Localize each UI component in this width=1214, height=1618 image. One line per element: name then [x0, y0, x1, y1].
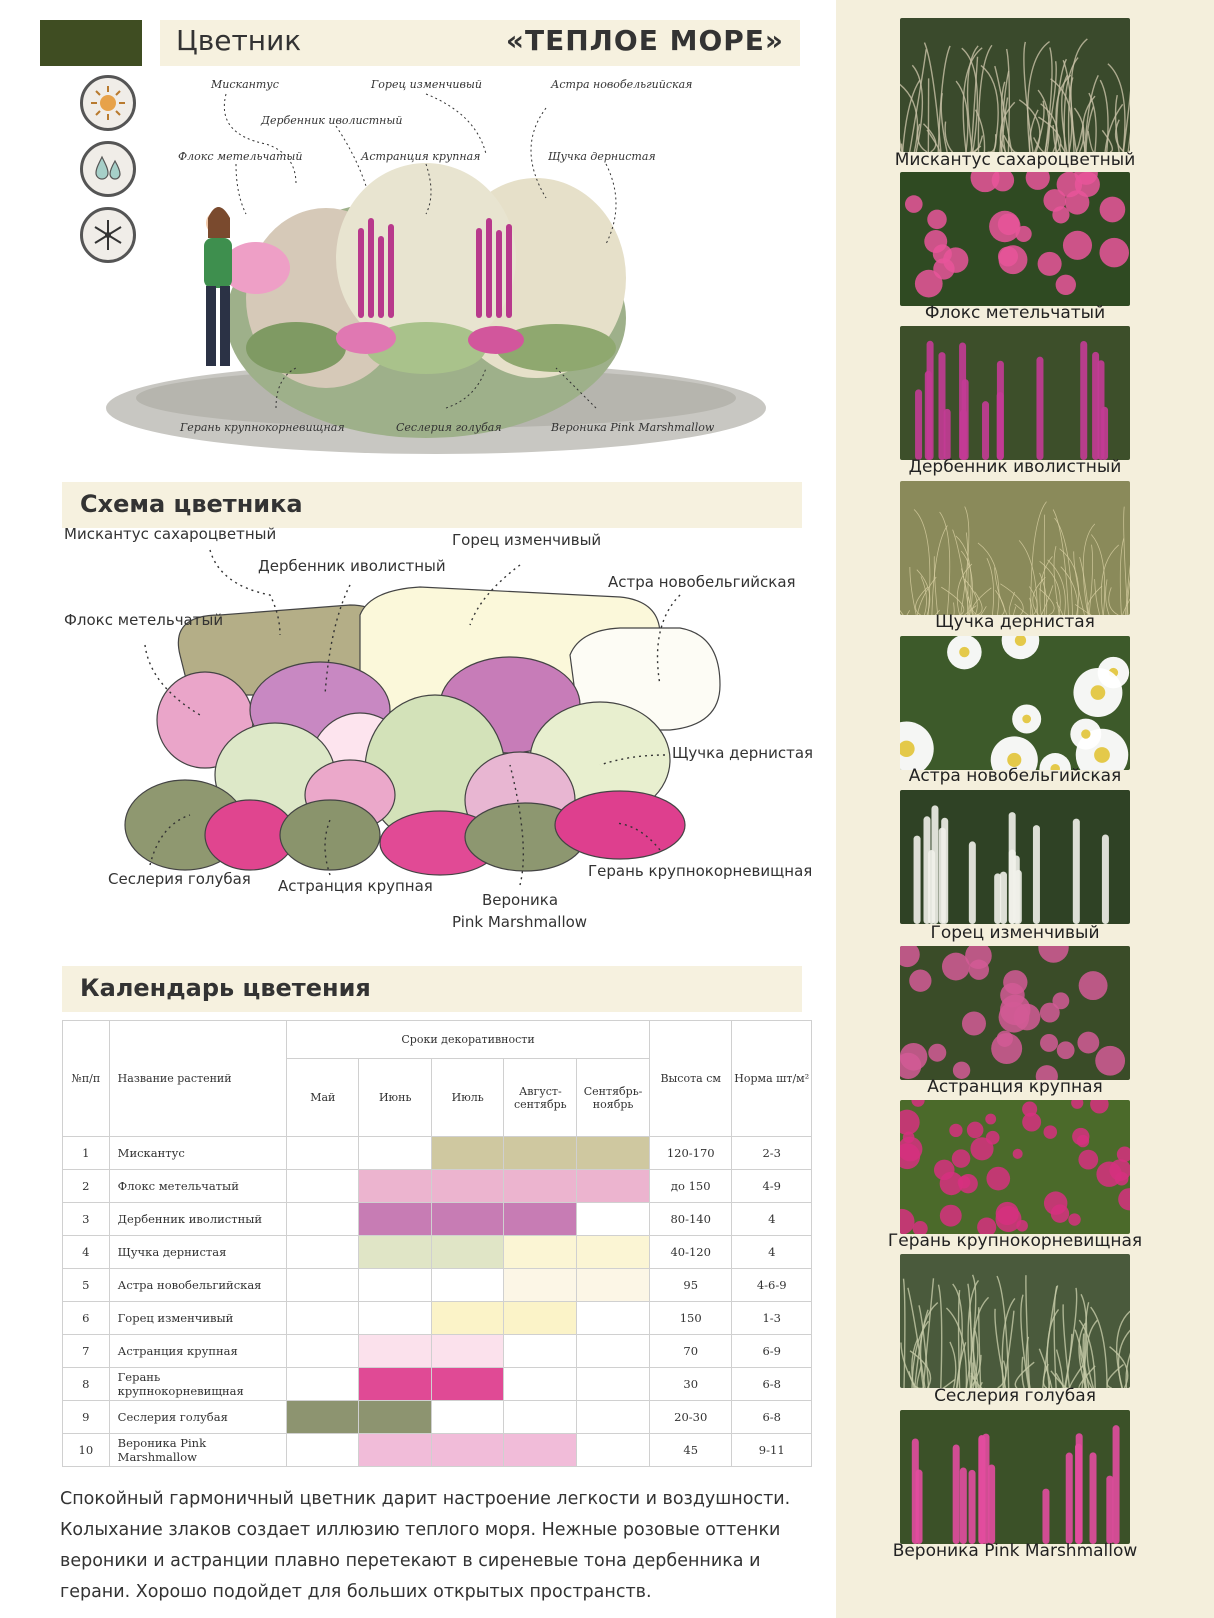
month-cell	[431, 1137, 503, 1170]
scheme-label-veronica: Вероника	[482, 891, 559, 909]
plant-height: 20-30	[649, 1401, 731, 1434]
month-cell	[431, 1302, 503, 1335]
scheme-label-astrantia: Астранция крупная	[278, 877, 433, 895]
month-cell	[577, 1137, 650, 1170]
month-cell	[287, 1434, 359, 1467]
table-row	[63, 1434, 812, 1467]
illus-label-sesleria: Сеслерия голубая	[396, 421, 502, 434]
month-cell	[577, 1434, 650, 1467]
table-row	[63, 1368, 812, 1401]
row-num: 4	[63, 1236, 110, 1269]
scheme-label-lythrum: Дербенник иволистный	[258, 557, 446, 575]
month-cell	[359, 1368, 431, 1401]
month-cell	[287, 1137, 359, 1170]
photo-caption: Астранция крупная	[927, 1077, 1103, 1097]
month-cell	[287, 1170, 359, 1203]
photo-caption: Горец изменчивый	[930, 923, 1100, 943]
month-cell	[504, 1269, 577, 1302]
photo-caption: Флокс метельчатый	[924, 303, 1106, 323]
illus-label-geranium: Герань крупнокорневищная	[180, 421, 345, 434]
photo-phlox	[900, 172, 1130, 306]
col-header-norm: Норма шт/м²	[732, 1021, 812, 1137]
row-num: 8	[63, 1368, 110, 1401]
month-cell	[359, 1401, 431, 1434]
table-row	[63, 1236, 812, 1269]
plant-height: 150	[649, 1302, 731, 1335]
row-num: 10	[63, 1434, 110, 1467]
plant-height: 70	[649, 1335, 731, 1368]
row-num: 7	[63, 1335, 110, 1368]
plant-norm: 2-3	[732, 1137, 812, 1170]
row-num: 2	[63, 1170, 110, 1203]
plant-name: Дербенник иволистный	[109, 1203, 286, 1236]
month-cell	[577, 1236, 650, 1269]
month-cell	[504, 1170, 577, 1203]
illus-label-lythrum: Дербенник иволистный	[261, 114, 403, 127]
row-num: 1	[63, 1137, 110, 1170]
month-cell	[431, 1170, 503, 1203]
month-cell	[287, 1368, 359, 1401]
illus-label-veronica: Вероника Pink Marshmallow	[551, 421, 715, 434]
photo-astrantia	[900, 946, 1130, 1080]
table-row	[63, 1203, 812, 1236]
garden-scheme	[60, 525, 820, 965]
plant-norm: 4	[732, 1203, 812, 1236]
month-cell	[431, 1401, 503, 1434]
plant-name: Герань крупнокорневищная	[109, 1368, 286, 1401]
month-cell	[577, 1368, 650, 1401]
month-cell	[359, 1170, 431, 1203]
col-header-num: №п/п	[63, 1021, 110, 1137]
month-cell	[431, 1335, 503, 1368]
month-cell	[504, 1401, 577, 1434]
table-row	[63, 1335, 812, 1368]
plant-norm: 6-8	[732, 1401, 812, 1434]
illus-label-aster: Астра новобельгийская	[551, 78, 693, 91]
row-num: 9	[63, 1401, 110, 1434]
plant-height: 45	[649, 1434, 731, 1467]
month-cell	[504, 1335, 577, 1368]
month-cell	[431, 1236, 503, 1269]
scheme-title: Схема цветника	[80, 490, 303, 518]
col-header-month: Июль	[431, 1059, 503, 1137]
month-cell	[359, 1236, 431, 1269]
month-cell	[287, 1203, 359, 1236]
month-cell	[431, 1368, 503, 1401]
plant-height: 80-140	[649, 1203, 731, 1236]
photo-sesleria	[900, 1254, 1130, 1388]
calendar-title: Календарь цветения	[80, 974, 371, 1002]
illus-label-deschampsia: Щучка дернистая	[548, 150, 656, 163]
photo-miscanthus	[900, 18, 1130, 152]
month-cell	[504, 1203, 577, 1236]
month-cell	[504, 1137, 577, 1170]
month-cell	[287, 1401, 359, 1434]
photo-caption: Герань крупнокорневищная	[887, 1231, 1143, 1251]
scheme-label-aster: Астра новобельгийская	[608, 573, 796, 591]
month-cell	[577, 1269, 650, 1302]
plant-name: Сеслерия голубая	[109, 1401, 286, 1434]
table-row	[63, 1269, 812, 1302]
plant-norm: 4-6-9	[732, 1269, 812, 1302]
plant-name: Вероника Pink Marshmallow	[109, 1434, 286, 1467]
plant-norm: 6-8	[732, 1368, 812, 1401]
bloom-calendar-table	[62, 1020, 812, 1467]
scheme-label-phlox: Флокс метельчатый	[64, 611, 224, 629]
photo-caption: Астра новобельгийская	[908, 766, 1122, 786]
scheme-label-miscanthus: Мискантус сахароцветный	[64, 525, 277, 543]
scheme-label-sesleria: Сеслерия голубая	[108, 870, 251, 888]
photo-veronica	[900, 1410, 1130, 1544]
garden-description: Спокойный гармоничный цветник дарит настроение легкости и воздушности. Колыхание злаков создает иллюзию теплого моря. Нежные розовые оттенки вероники и астранции плавно перетекают в сиреневые тона дербенника и герани. Хорошо подойдет для больших открытых пространств.	[60, 1489, 791, 1602]
month-cell	[431, 1269, 503, 1302]
month-cell	[287, 1236, 359, 1269]
plant-norm: 4	[732, 1236, 812, 1269]
table-row	[63, 1302, 812, 1335]
month-cell	[359, 1269, 431, 1302]
illus-label-phlox: Флокс метельчатый	[178, 150, 303, 163]
photo-aster	[900, 636, 1130, 770]
plant-name: Горец изменчивый	[109, 1302, 286, 1335]
plant-height: 120-170	[649, 1137, 731, 1170]
photo-caption: Мискантус сахароцветный	[894, 150, 1136, 170]
plant-height: до 150	[649, 1170, 731, 1203]
plant-norm: 9-11	[732, 1434, 812, 1467]
month-cell	[287, 1302, 359, 1335]
plant-name: Мискантус	[109, 1137, 286, 1170]
col-header-month: Июнь	[359, 1059, 431, 1137]
month-cell	[431, 1203, 503, 1236]
col-header-name: Название растений	[109, 1021, 286, 1137]
garden-illustration	[96, 78, 776, 468]
header-garden-name: «ТЕПЛОЕ МОРЕ»	[505, 24, 784, 57]
month-cell	[359, 1203, 431, 1236]
scheme-label-geranium: Герань крупнокорневищная	[588, 862, 813, 880]
plant-name: Флокс метельчатый	[109, 1170, 286, 1203]
col-header-month: Май	[287, 1059, 359, 1137]
photo-caption: Сеслерия голубая	[934, 1386, 1096, 1406]
month-cell	[504, 1302, 577, 1335]
table-row	[63, 1137, 812, 1170]
col-header-month: Сентябрь-ноябрь	[577, 1059, 650, 1137]
plant-height: 40-120	[649, 1236, 731, 1269]
month-cell	[359, 1434, 431, 1467]
table-row	[63, 1170, 812, 1203]
illus-label-astrantia: Астранция крупная	[361, 150, 481, 163]
month-cell	[504, 1368, 577, 1401]
photo-lythrum	[900, 326, 1130, 460]
month-cell	[359, 1302, 431, 1335]
header-prefix: Цветник	[176, 24, 302, 57]
plant-norm: 6-9	[732, 1335, 812, 1368]
header-accent-block	[40, 20, 142, 66]
photo-caption: Вероника Pink Marshmallow	[892, 1541, 1138, 1561]
photo-caption: Дербенник иволистный	[908, 457, 1122, 477]
col-header-period: Сроки декоративности	[287, 1021, 650, 1059]
month-cell	[287, 1335, 359, 1368]
month-cell	[504, 1236, 577, 1269]
plant-height: 30	[649, 1368, 731, 1401]
month-cell	[359, 1137, 431, 1170]
photo-geranium	[900, 1100, 1130, 1234]
illus-label-polygonum: Горец изменчивый	[371, 78, 482, 91]
month-cell	[577, 1203, 650, 1236]
table-row	[63, 1401, 812, 1434]
plant-name: Щучка дернистая	[109, 1236, 286, 1269]
photo-deschampsia	[900, 481, 1130, 615]
photo-polygonum	[900, 790, 1130, 924]
month-cell	[577, 1335, 650, 1368]
plant-height: 95	[649, 1269, 731, 1302]
scheme-label-veronica-cultivar: Pink Marshmallow	[452, 913, 588, 931]
month-cell	[577, 1170, 650, 1203]
month-cell	[577, 1401, 650, 1434]
month-cell	[504, 1434, 577, 1467]
month-cell	[431, 1434, 503, 1467]
plant-norm: 1-3	[732, 1302, 812, 1335]
row-num: 6	[63, 1302, 110, 1335]
photo-caption: Щучка дернистая	[935, 612, 1095, 632]
month-cell	[577, 1302, 650, 1335]
col-header-month: Август-сентябрь	[504, 1059, 577, 1137]
row-num: 5	[63, 1269, 110, 1302]
scheme-label-polygonum: Горец изменчивый	[452, 531, 602, 549]
row-num: 3	[63, 1203, 110, 1236]
plant-name: Астра новобельгийская	[109, 1269, 286, 1302]
scheme-label-deschampsia: Щучка дернистая	[672, 744, 814, 762]
plant-norm: 4-9	[732, 1170, 812, 1203]
plant-name: Астранция крупная	[109, 1335, 286, 1368]
month-cell	[359, 1335, 431, 1368]
month-cell	[287, 1269, 359, 1302]
col-header-height: Высота см	[649, 1021, 731, 1137]
illus-label-miscanthus: Мискантус	[211, 78, 279, 91]
